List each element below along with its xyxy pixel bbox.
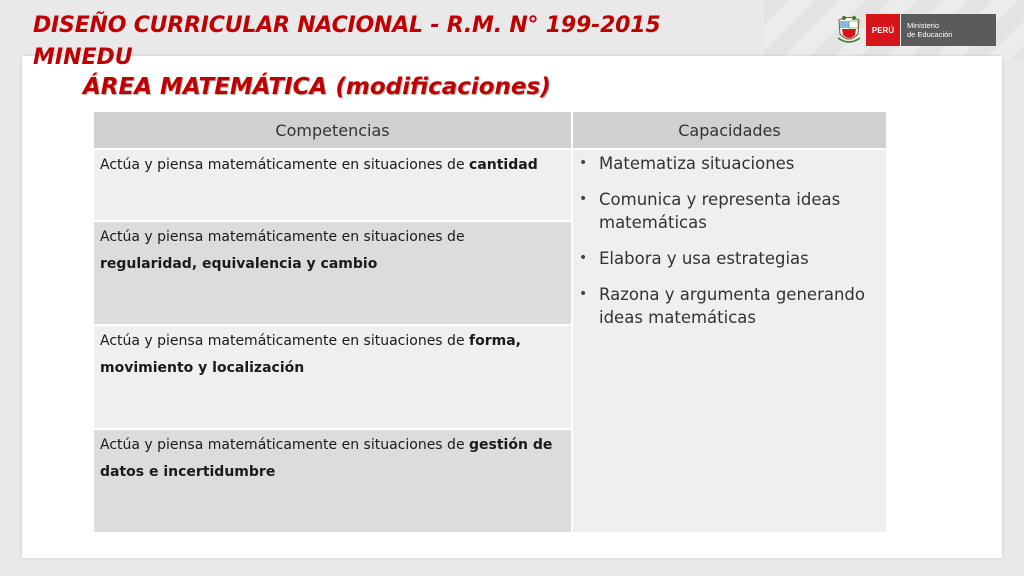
competencia-cell bbox=[93, 325, 572, 429]
competencia-bold-text: forma, movimiento y localización bbox=[100, 333, 521, 376]
competencia-cell bbox=[93, 149, 572, 221]
peru-label: PERÚ bbox=[866, 14, 900, 46]
ministry-line-1: Ministerio bbox=[907, 21, 940, 30]
capacidades-cell bbox=[572, 149, 887, 533]
list-item: • Comunica y representa ideas matemáticas bbox=[579, 188, 880, 234]
table-header-row bbox=[93, 111, 887, 149]
header-competencias: Competencias bbox=[93, 111, 572, 149]
slide-subtitle: ÁREA MATEMÁTICA (modificaciones) bbox=[83, 74, 551, 100]
list-item: • Razona y argumenta generando ideas matemáticas bbox=[579, 283, 880, 329]
ministry-line-2: de Educación bbox=[907, 30, 953, 39]
list-item: • Elabora y usa estrategias bbox=[579, 247, 880, 270]
competencia-text: Actúa y piensa matemáticamente en situaciones de bbox=[100, 333, 465, 349]
list-item: • Matematiza situaciones bbox=[579, 152, 880, 175]
competencia-bold-text: regularidad, equivalencia y cambio bbox=[100, 256, 378, 272]
peru-coat-of-arms-icon bbox=[836, 14, 862, 46]
table-row bbox=[93, 149, 887, 221]
competencia-cell bbox=[93, 221, 572, 325]
header-capacidades: Capacidades bbox=[572, 111, 887, 149]
competencias-table bbox=[92, 110, 888, 534]
slide-title: DISEÑO CURRICULAR NACIONAL - R.M. N° 199-2015 bbox=[33, 13, 661, 38]
slide-title-continued: MINEDU bbox=[33, 45, 133, 70]
competencia-text: Actúa y piensa matemáticamente en situaciones de bbox=[100, 229, 465, 245]
competencia-cell bbox=[93, 429, 572, 533]
competencia-text: Actúa y piensa matemáticamente en situaciones de bbox=[100, 157, 465, 173]
competencia-text: Actúa y piensa matemáticamente en situaciones de bbox=[100, 437, 465, 453]
ministry-label bbox=[900, 14, 996, 46]
capacidades-list bbox=[579, 152, 880, 329]
competencia-bold-text: cantidad bbox=[469, 157, 538, 173]
competencia-bold-text: gestión de datos e incertidumbre bbox=[100, 437, 553, 480]
ministry-logo bbox=[836, 14, 996, 46]
